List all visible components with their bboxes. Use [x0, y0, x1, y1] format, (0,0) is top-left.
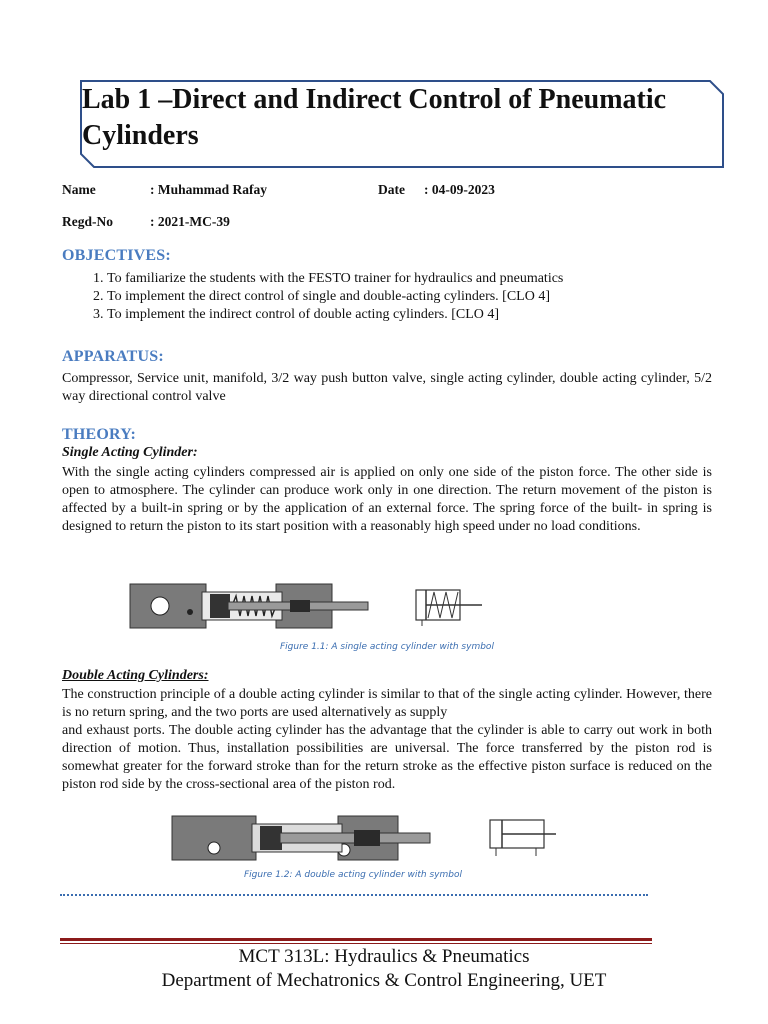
single-acting-cylinder-symbol [412, 586, 484, 626]
double-acting-cylinder-diagram [170, 812, 432, 864]
apparatus-heading: APPARATUS: [62, 348, 164, 365]
theory-heading: THEORY: [62, 426, 137, 443]
footer-course: MCT 313L: Hydraulics & Pneumatics [238, 946, 530, 967]
objective-item: 3. To implement the indirect control of double acting cylinders. [CLO 4] [107, 306, 563, 324]
name-label: Name [62, 182, 96, 197]
double-acting-text-1: The construction principle of a double acting cylinder is similar to that of the single acting cylinder. However, there is no return spring, and the two ports are used alternatively as supply [62, 687, 712, 720]
objectives-list [84, 270, 563, 324]
objectives-heading: OBJECTIVES: [62, 247, 171, 264]
single-acting-cylinder-diagram [128, 578, 373, 634]
footer-rule-top [60, 938, 652, 941]
page-title: Lab 1 –Direct and Indirect Control of Pneumatic Cylinders [82, 84, 667, 151]
date-label: Date [378, 182, 405, 197]
apparatus-text: Compressor, Service unit, manifold, 3/2 way push button valve, single acting cylinder, double acting cylinder, 5/2 way directional control valve [62, 371, 712, 404]
footer-rule-bottom [60, 943, 652, 944]
name-value: : Muhammad Rafay [150, 182, 267, 197]
dotted-divider [60, 894, 648, 896]
objective-item: 2. To implement the direct control of single and double-acting cylinders. [CLO 4] [107, 288, 563, 306]
single-acting-title: Single Acting Cylinder: [62, 445, 198, 460]
objective-item: 1. To familiarize the students with the FESTO trainer for hydraulics and pneumatics [107, 270, 563, 288]
double-acting-cylinder-symbol [486, 816, 558, 856]
regd-value: : 2021-MC-39 [150, 214, 230, 229]
figure-1-caption: Figure 1.1: A single acting cylinder with symbol [280, 642, 494, 652]
date-value: : 04-09-2023 [424, 182, 495, 197]
double-acting-text-2: and exhaust ports. The double acting cylinder has the advantage that the cylinder is able to carry out work in both direction of motion. Thus, installation possibilities are universal. The force transferred by the piston rod is somewhat greater for the forward stroke than for the return stroke as the effective piston surface is reduced on the piston rod side by the cross-sectional area of the piston rod. [62, 723, 712, 792]
figure-2-caption: Figure 1.2: A double acting cylinder with symbol [244, 870, 462, 880]
footer-department: Department of Mechatronics & Control Engineering, UET [161, 970, 607, 991]
single-acting-text: With the single acting cylinders compressed air is applied on only one side of the piston force. The other side is open to atmosphere. The cylinder can produce work only in one direction. The return movement of the piston is affected by a built-in spring or by the application of an external force. The spring force of the built- in spring is designed to return the piston to its start position with a reasonably high speed under no load conditions. [62, 465, 712, 534]
regd-label: Regd-No [62, 214, 113, 229]
double-acting-title: Double Acting Cylinders: [62, 668, 209, 683]
